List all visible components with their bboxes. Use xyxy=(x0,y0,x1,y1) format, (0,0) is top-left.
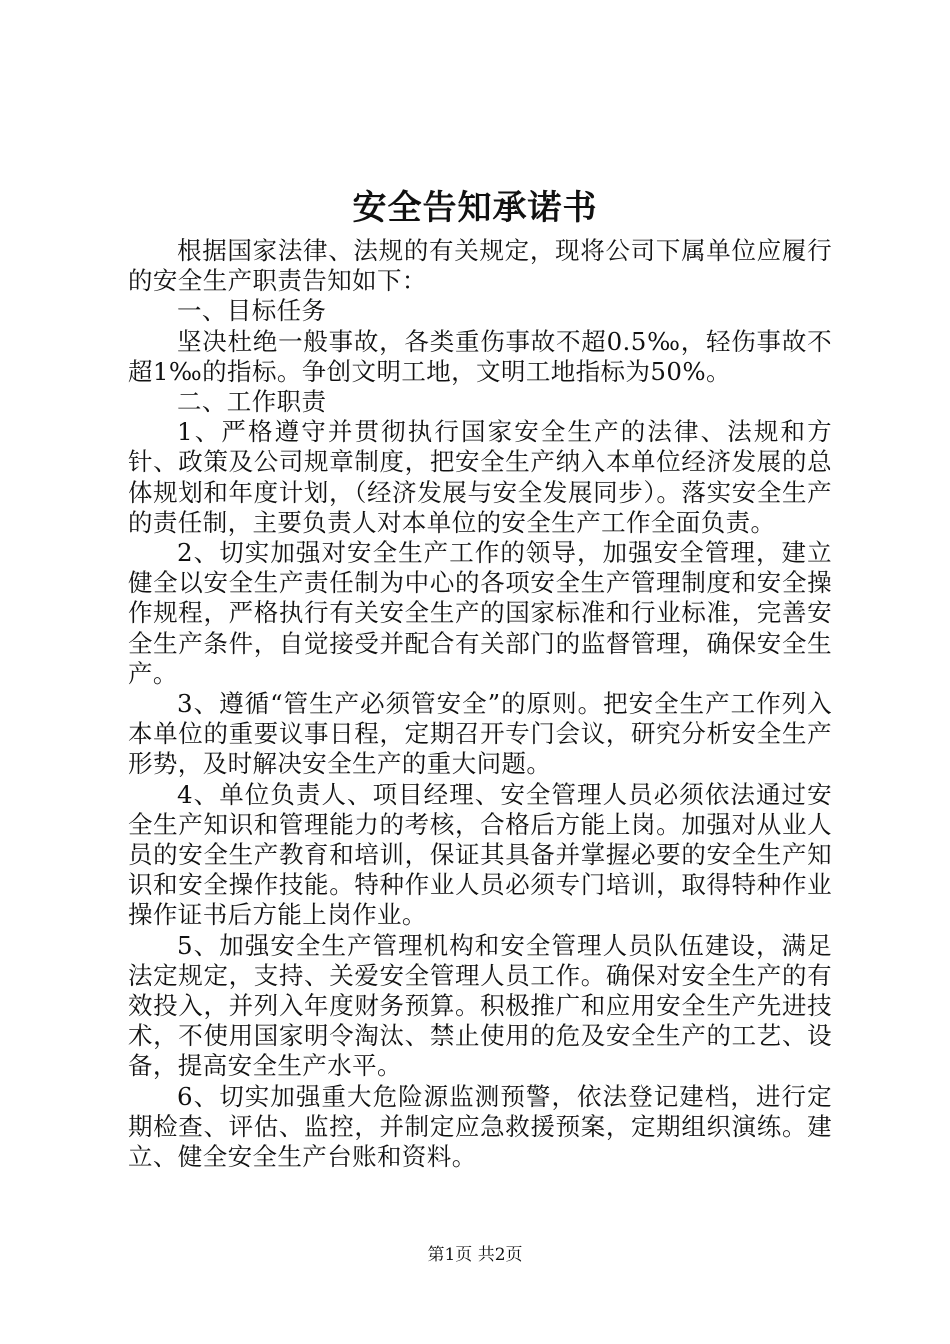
goals-paragraph: 坚决杜绝一般事故，各类重伤事故不超0.5‰，轻伤事故不超1‰的指标。争创文明工地，文明工地指标为50%。 xyxy=(128,326,832,386)
intro-paragraph: 根据国家法律、法规的有关规定，现将公司下属单位应履行的安全生产职责告知如下： xyxy=(128,236,832,296)
duty-item-1: 1、严格遵守并贯彻执行国家安全生产的法律、法规和方针、政策及公司规章制度，把安全生产纳入本单位经济发展的总体规划和年度计划，（经济发展与安全发展同步）。落实安全生产的责任制，主要负责人对本单位的安全生产工作全面负责。 xyxy=(128,417,832,537)
document-body xyxy=(128,236,832,1172)
duty-item-6: 6、切实加强重大危险源监测预警，依法登记建档，进行定期检查、评估、监控，并制定应急救援预案，定期组织演练。建立、健全安全生产台账和资料。 xyxy=(128,1081,832,1172)
section-heading-duties: 二、工作职责 xyxy=(177,387,327,417)
page-footer: 第1页 共2页 xyxy=(427,1245,523,1265)
duty-item-4: 4、单位负责人、项目经理、安全管理人员必须依法通过安全生产知识和管理能力的考核，合格后方能上岗。加强对从业人员的安全生产教育和培训，保证其具备并掌握必要的安全生产知识和安全操作技能。特种作业人员必须专门培训，取得特种作业操作证书后方能上岗作业。 xyxy=(128,779,832,930)
duty-item-3: 3、遵循“管生产必须管安全”的原则。把安全生产工作列入本单位的重要议事日程，定期召开专门会议，研究分析安全生产形势，及时解决安全生产的重大问题。 xyxy=(128,689,832,779)
duty-item-2: 2、切实加强对安全生产工作的领导，加强安全管理，建立健全以安全生产责任制为中心的各项安全生产管理制度和安全操作规程，严格执行有关安全生产的国家标准和行业标准，完善安全生产条件，自觉接受并配合有关部门的监督管理，确保安全生产。 xyxy=(128,538,832,688)
page-title: 安全告知承诺书 xyxy=(352,188,598,228)
section-heading-goals: 一、目标任务 xyxy=(177,296,327,326)
duty-item-5: 5、加强安全生产管理机构和安全管理人员队伍建设，满足法定规定，支持、关爱安全管理人员工作。确保对安全生产的有效投入，并列入年度财务预算。积极推广和应用安全生产先进技术，不使用国家明令淘汰、禁止使用的危及安全生产的工艺、设备，提高安全生产水平。 xyxy=(128,930,832,1081)
